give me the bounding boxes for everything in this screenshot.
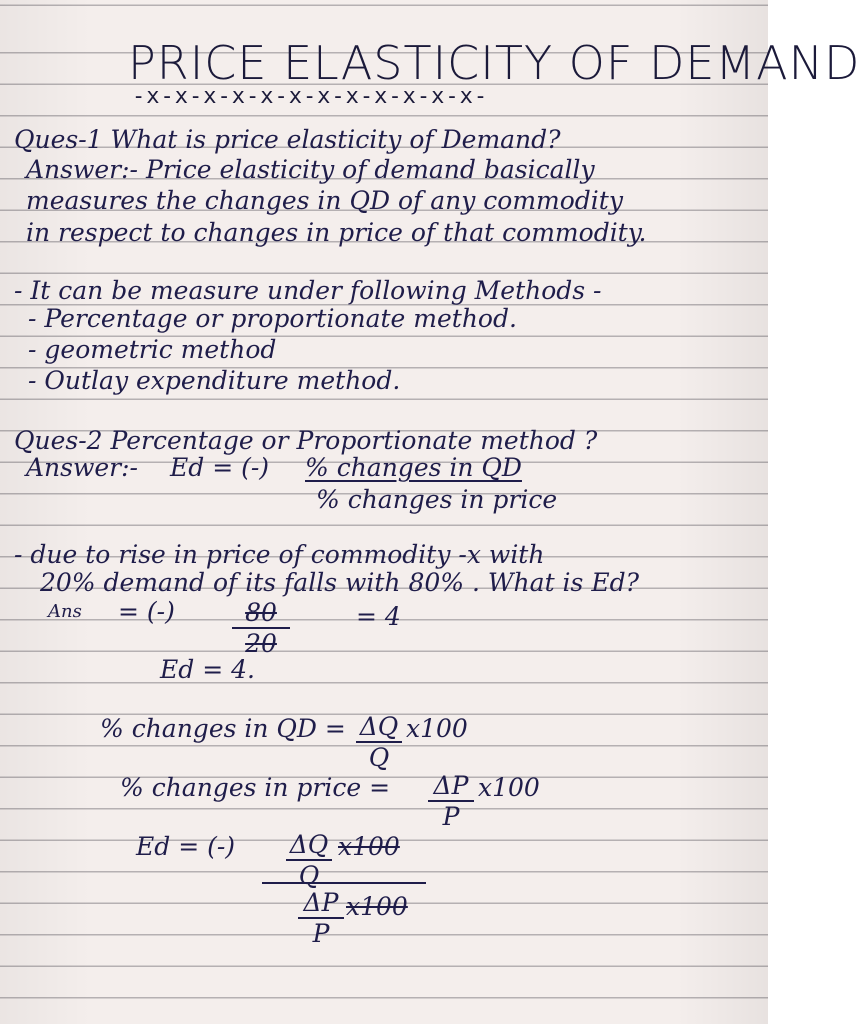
qd-formula-times: x100 — [406, 714, 468, 743]
example-line-2: 20% demand of its falls with 80% . What is Ed? — [40, 568, 639, 597]
title-decoration: -x-x-x-x-x-x-x-x-x-x-x-x- — [132, 84, 489, 109]
ed-numerator-times: x100 — [338, 832, 400, 861]
qd-fraction-numerator: ΔQ — [359, 712, 399, 741]
ed-denominator: % changes in price — [316, 485, 558, 514]
example-final: Ed = 4. — [160, 655, 255, 684]
price-fraction — [428, 771, 474, 831]
qd-fraction-denominator: Q — [368, 743, 390, 772]
ed-main-fraction-bar — [262, 882, 426, 884]
answer-1-line-3: in respect to changes in price of that commodity. — [26, 218, 647, 247]
price-formula-times: x100 — [478, 773, 540, 802]
example-result: = 4 — [356, 602, 401, 631]
page-title: PRICE ELASTICITY OF DEMAND — [128, 36, 860, 90]
ed-numerator-top: ΔQ — [289, 830, 329, 859]
method-item: - geometric method — [28, 335, 277, 364]
ed-numerator: % changes in QD — [305, 453, 522, 482]
qd-formula-lhs: % changes in QD = — [100, 714, 346, 743]
answer-2-label: Answer:- — [26, 453, 138, 482]
price-fraction-denominator: P — [442, 802, 460, 831]
ed-lhs: Ed = (-) — [170, 453, 270, 482]
ed-denominator-fraction — [298, 888, 344, 948]
ed-denominator-times: x100 — [346, 892, 408, 921]
ed-denominator-bottom: P — [312, 919, 330, 948]
example-line-1: - due to rise in price of commodity -x with — [14, 540, 545, 569]
methods-heading: - It can be measure under following Methods - — [14, 276, 602, 305]
ed-numerator-bottom: Q — [298, 861, 320, 890]
example-ans-label: Ans — [48, 601, 82, 622]
example-fraction — [232, 598, 290, 658]
method-item: - Outlay expenditure method. — [28, 366, 401, 395]
answer-1-line-1: Answer:- Price elasticity of demand basically — [26, 155, 595, 184]
price-formula-lhs: % changes in price = — [120, 773, 391, 802]
ed-formula-lhs: Ed = (-) — [136, 832, 236, 861]
question-1: Ques-1 What is price elasticity of Demand? — [14, 125, 561, 154]
qd-fraction — [356, 712, 402, 772]
answer-1-line-2: measures the changes in QD of any commodity — [26, 186, 623, 215]
ed-numerator-fraction — [286, 830, 332, 890]
method-item: - Percentage or proportionate method. — [28, 304, 517, 333]
example-fraction-denominator: 20 — [245, 629, 277, 658]
example-sign: = (-) — [118, 597, 175, 626]
example-fraction-numerator: 80 — [245, 598, 277, 627]
price-fraction-numerator: ΔP — [433, 771, 469, 800]
question-2: Ques-2 Percentage or Proportionate method ? — [14, 426, 598, 455]
ed-denominator-top: ΔP — [303, 888, 339, 917]
